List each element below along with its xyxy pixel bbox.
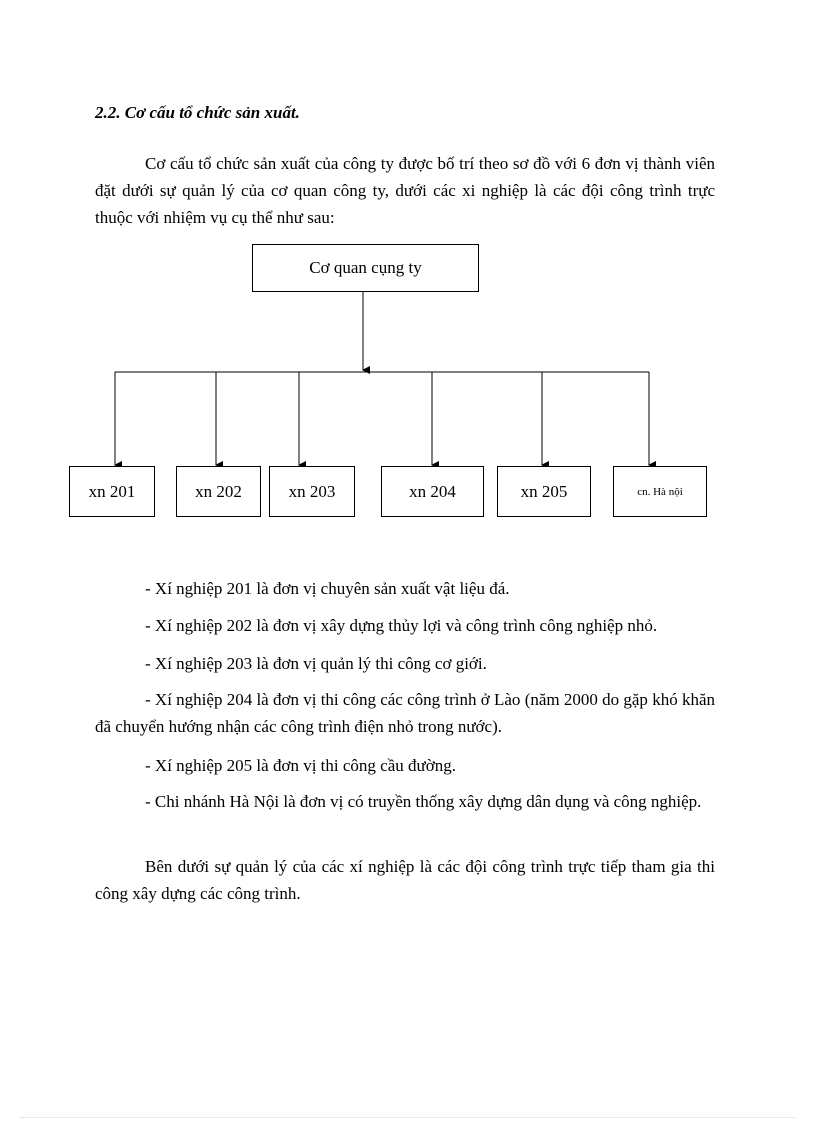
org-unit-box: xn 204 — [381, 466, 484, 517]
list-item: - Xí nghiệp 203 là đơn vị quản lý thi công cơ giới. — [145, 654, 487, 673]
intro-paragraph: Cơ cấu tổ chức sản xuất của công ty được bố trí theo sơ đồ với 6 đơn vị thành viên đặt dưới sự quản lý của cơ quan công ty, dưới các xi nghiệp là các đội công trình trực thuộc với nhiệm vụ cụ thể như sau: — [95, 154, 715, 227]
org-unit-box: xn 203 — [269, 466, 355, 517]
list-item: - Chi nhánh Hà Nội là đơn vị có truyền thống xây dựng dân dụng và công nghiệp. — [145, 792, 702, 811]
list-item: - Xí nghiệp 205 là đơn vị thi công cầu đường. — [145, 756, 456, 775]
list-item: - Xí nghiệp 201 là đơn vị chuyên sản xuất vật liệu đá. — [145, 579, 510, 598]
section-heading: 2.2. Cơ cấu tổ chức sản xuất. — [95, 103, 300, 122]
list-item: - Xí nghiệp 204 là đơn vị thi công các công trình ở Lào (năm 2000 do gặp khó khăn đã chuyển hướng nhận các công trình điện nhỏ trong nước). — [95, 690, 715, 736]
org-unit-box: xn 202 — [176, 466, 261, 517]
page-bottom-rule — [20, 1117, 796, 1118]
closing-paragraph: Bên dưới sự quản lý của các xí nghiệp là các đội công trình trực tiếp tham gia thi công xây dựng các công trình. — [95, 857, 715, 903]
list-item: - Xí nghiệp 202 là đơn vị xây dựng thủy lợi và công trình công nghiệp nhỏ. — [145, 616, 658, 635]
org-unit-box: xn 201 — [69, 466, 155, 517]
org-unit-box: xn 205 — [497, 466, 591, 517]
org-unit-box: cn. Hà nội — [613, 466, 707, 517]
org-root-box: Cơ quan cụng ty — [252, 244, 479, 292]
